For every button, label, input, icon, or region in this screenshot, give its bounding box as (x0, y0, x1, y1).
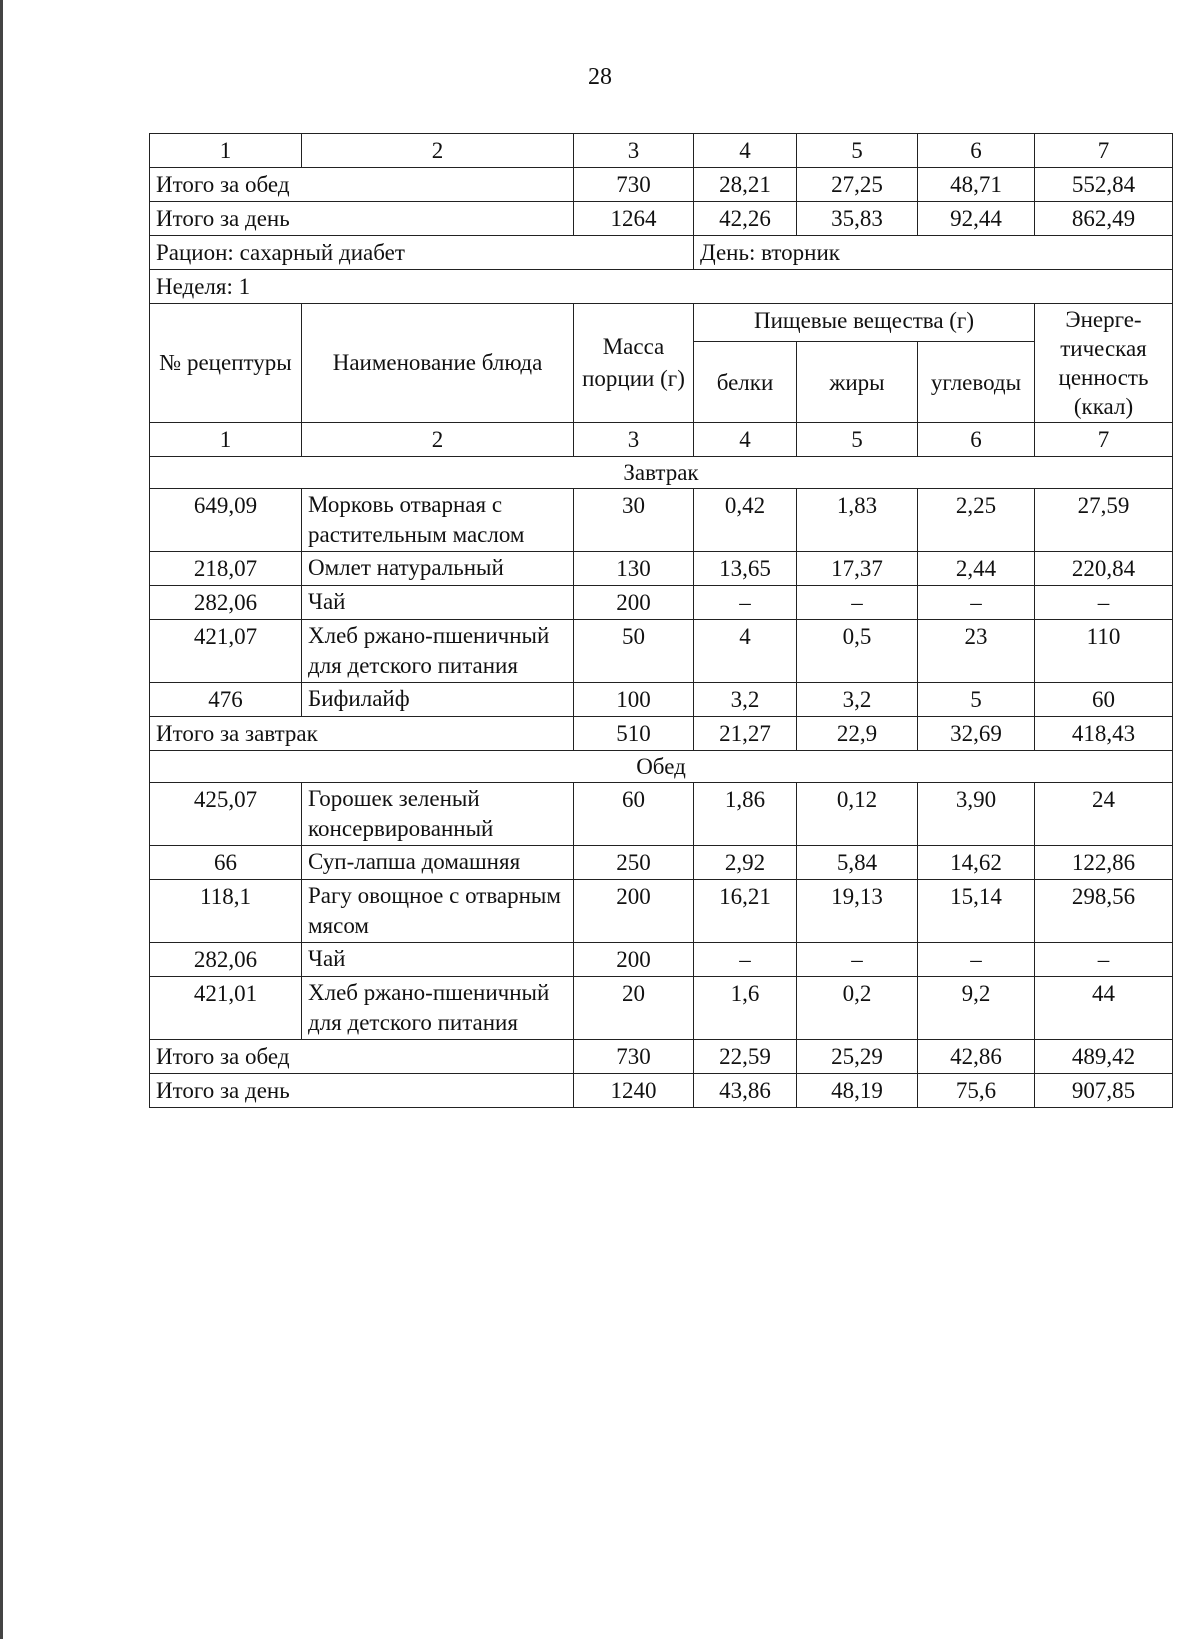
fat: 0,2 (797, 977, 918, 1040)
total-protein: 22,59 (694, 1040, 797, 1074)
dish-name: Чай (302, 943, 574, 977)
energy: 24 (1035, 783, 1173, 846)
table-row (150, 846, 1173, 880)
recipe-no: 476 (150, 683, 302, 717)
total-label: Итого за обед (150, 1040, 574, 1074)
header-fat: жиры (797, 342, 918, 423)
total-row (150, 168, 1173, 202)
col-num: 7 (1035, 423, 1173, 457)
ration-week: Неделя: 1 (150, 270, 1173, 304)
mass: 20 (574, 977, 694, 1040)
energy: 44 (1035, 977, 1173, 1040)
recipe-no: 425,07 (150, 783, 302, 846)
recipe-no: 218,07 (150, 552, 302, 586)
table-row (150, 683, 1173, 717)
section-row (150, 751, 1173, 783)
total-fat: 25,29 (797, 1040, 918, 1074)
total-energy: 862,49 (1035, 202, 1173, 236)
col-num: 6 (918, 134, 1035, 168)
column-number-row (150, 423, 1173, 457)
fat: 5,84 (797, 846, 918, 880)
fat: 1,83 (797, 489, 918, 552)
energy: 60 (1035, 683, 1173, 717)
total-protein: 28,21 (694, 168, 797, 202)
total-mass: 1264 (574, 202, 694, 236)
mass: 250 (574, 846, 694, 880)
col-num: 1 (150, 423, 302, 457)
total-energy: 552,84 (1035, 168, 1173, 202)
recipe-no: 649,09 (150, 489, 302, 552)
recipe-no: 421,01 (150, 977, 302, 1040)
header-mass: Масса порции (г) (574, 304, 694, 423)
table-row (150, 552, 1173, 586)
header-energy: Энерге-тическая ценность (ккал) (1035, 304, 1173, 423)
col-num: 3 (574, 134, 694, 168)
fat: 3,2 (797, 683, 918, 717)
total-protein: 42,26 (694, 202, 797, 236)
col-num: 3 (574, 423, 694, 457)
carbs: 2,44 (918, 552, 1035, 586)
total-energy: 418,43 (1035, 717, 1173, 751)
total-carbs: 92,44 (918, 202, 1035, 236)
dish-name: Бифилайф (302, 683, 574, 717)
total-protein: 21,27 (694, 717, 797, 751)
dish-name: Суп-лапша домашняя (302, 846, 574, 880)
dish-name: Морковь отварная с растительным маслом (302, 489, 574, 552)
menu-table (149, 133, 1173, 1108)
page-number: 28 (588, 64, 612, 90)
col-num: 7 (1035, 134, 1173, 168)
protein: 1,6 (694, 977, 797, 1040)
fat: – (797, 586, 918, 620)
ration-row (150, 236, 1173, 270)
col-num: 2 (302, 423, 574, 457)
protein: – (694, 586, 797, 620)
total-label: Итого за обед (150, 168, 574, 202)
total-carbs: 32,69 (918, 717, 1035, 751)
protein: 0,42 (694, 489, 797, 552)
total-energy: 489,42 (1035, 1040, 1173, 1074)
total-row (150, 202, 1173, 236)
table-row (150, 586, 1173, 620)
recipe-no: 421,07 (150, 620, 302, 683)
section-title-lunch: Обед (150, 751, 1173, 783)
col-num: 2 (302, 134, 574, 168)
total-row (150, 717, 1173, 751)
total-label: Итого за день (150, 1074, 574, 1108)
total-carbs: 42,86 (918, 1040, 1035, 1074)
scan-edge (0, 0, 3, 1639)
total-label: Итого за день (150, 202, 574, 236)
mass: 60 (574, 783, 694, 846)
energy: – (1035, 586, 1173, 620)
dish-name: Хлеб ржано-пшеничный для детского питания (302, 620, 574, 683)
table-row (150, 489, 1173, 552)
total-fat: 48,19 (797, 1074, 918, 1108)
fat: – (797, 943, 918, 977)
total-mass: 1240 (574, 1074, 694, 1108)
protein: – (694, 943, 797, 977)
total-carbs: 48,71 (918, 168, 1035, 202)
total-fat: 22,9 (797, 717, 918, 751)
header-nutrients: Пищевые вещества (г) (694, 304, 1035, 342)
carbs: 15,14 (918, 880, 1035, 943)
col-num: 1 (150, 134, 302, 168)
mass: 200 (574, 880, 694, 943)
header-recipe-no: № рецептуры (150, 304, 302, 423)
recipe-no: 118,1 (150, 880, 302, 943)
week-row (150, 270, 1173, 304)
protein: 1,86 (694, 783, 797, 846)
header-dish-name: Наименование блюда (302, 304, 574, 423)
carbs: 14,62 (918, 846, 1035, 880)
recipe-no: 282,06 (150, 586, 302, 620)
carbs: 9,2 (918, 977, 1035, 1040)
mass: 200 (574, 586, 694, 620)
col-num: 4 (694, 423, 797, 457)
energy: 122,86 (1035, 846, 1173, 880)
total-row (150, 1040, 1173, 1074)
mass: 130 (574, 552, 694, 586)
total-fat: 27,25 (797, 168, 918, 202)
protein: 3,2 (694, 683, 797, 717)
total-row (150, 1074, 1173, 1108)
total-mass: 730 (574, 168, 694, 202)
carbs: – (918, 943, 1035, 977)
header-protein: белки (694, 342, 797, 423)
mass: 100 (574, 683, 694, 717)
table-row (150, 943, 1173, 977)
mass: 30 (574, 489, 694, 552)
total-mass: 510 (574, 717, 694, 751)
ration-day: День: вторник (694, 236, 1173, 270)
carbs: 23 (918, 620, 1035, 683)
column-number-row (150, 134, 1173, 168)
table-row (150, 783, 1173, 846)
dish-name: Омлет натуральный (302, 552, 574, 586)
table-row (150, 880, 1173, 943)
energy: 220,84 (1035, 552, 1173, 586)
col-num: 5 (797, 134, 918, 168)
dish-name: Чай (302, 586, 574, 620)
dish-name: Рагу овощное с отварным мясом (302, 880, 574, 943)
total-protein: 43,86 (694, 1074, 797, 1108)
protein: 13,65 (694, 552, 797, 586)
total-label: Итого за завтрак (150, 717, 574, 751)
mass: 50 (574, 620, 694, 683)
table-row (150, 977, 1173, 1040)
energy: 298,56 (1035, 880, 1173, 943)
table-row (150, 620, 1173, 683)
col-num: 5 (797, 423, 918, 457)
dish-name: Горошек зеленый консервированный (302, 783, 574, 846)
carbs: 3,90 (918, 783, 1035, 846)
carbs: 5 (918, 683, 1035, 717)
protein: 16,21 (694, 880, 797, 943)
dish-name: Хлеб ржано-пшеничный для детского питания (302, 977, 574, 1040)
energy: – (1035, 943, 1173, 977)
protein: 4 (694, 620, 797, 683)
fat: 17,37 (797, 552, 918, 586)
header-row (150, 304, 1173, 342)
total-carbs: 75,6 (918, 1074, 1035, 1108)
mass: 200 (574, 943, 694, 977)
fat: 0,12 (797, 783, 918, 846)
recipe-no: 66 (150, 846, 302, 880)
carbs: 2,25 (918, 489, 1035, 552)
fat: 0,5 (797, 620, 918, 683)
carbs: – (918, 586, 1035, 620)
total-fat: 35,83 (797, 202, 918, 236)
header-carbs: углеводы (918, 342, 1035, 423)
section-title-breakfast: Завтрак (150, 457, 1173, 489)
ration-diet: Рацион: сахарный диабет (150, 236, 694, 270)
section-row (150, 457, 1173, 489)
total-mass: 730 (574, 1040, 694, 1074)
energy: 27,59 (1035, 489, 1173, 552)
energy: 110 (1035, 620, 1173, 683)
col-num: 6 (918, 423, 1035, 457)
col-num: 4 (694, 134, 797, 168)
fat: 19,13 (797, 880, 918, 943)
protein: 2,92 (694, 846, 797, 880)
total-energy: 907,85 (1035, 1074, 1173, 1108)
recipe-no: 282,06 (150, 943, 302, 977)
